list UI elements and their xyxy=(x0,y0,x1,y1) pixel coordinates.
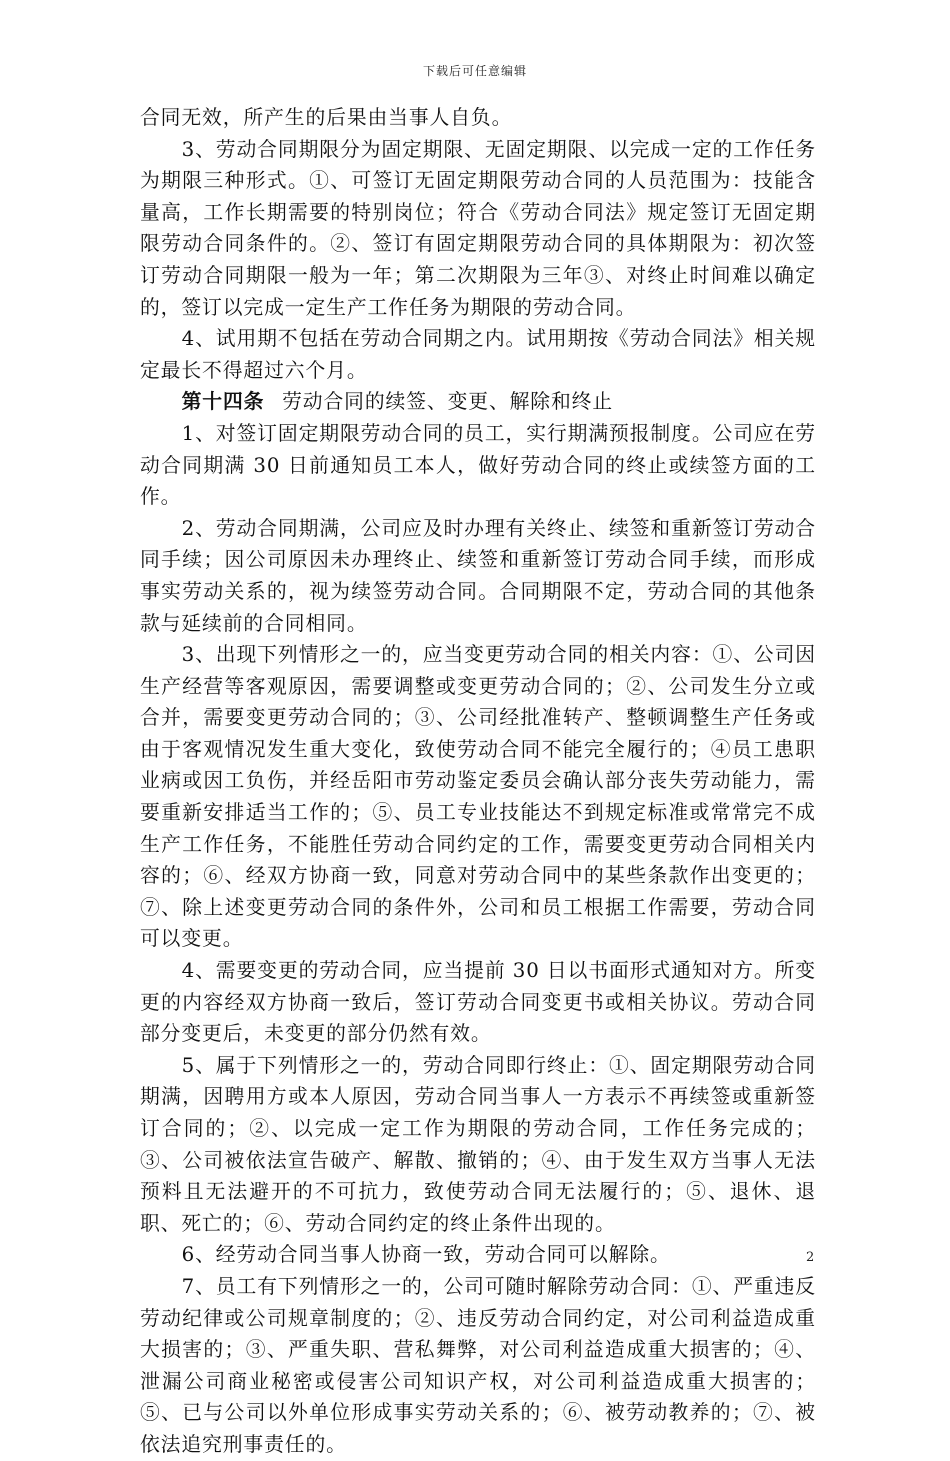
page-header: 下载后可任意编辑 xyxy=(422,64,527,78)
clause-6: 6、经劳动合同当事人协商一致，劳动合同可以解除。 xyxy=(181,1243,671,1267)
paragraph-continuation: 合同无效，所产生的后果由当事人自负。 xyxy=(140,106,513,129)
paragraph-contract-term: 3、劳动合同期限分为固定期限、无固定期限、以完成一定的工作任务为期限三种形式。①、可签订无固定期限劳动合同的人员范围为：技能含量高，工作长期需要的特别岗位；符合《劳动合同法》规定签订无固定期限劳动合同条件的。②、签订有固定期限劳动合同的具体期限为：初次签订劳动合同期限一般为一年；第二次期限为三年③、对终止时间难以确定的，签订以完成一定生产工作任务为期限的劳动合同。 xyxy=(140,137,816,319)
clause-5: 5、属于下列情形之一的，劳动合同即行终止：①、固定期限劳动合同期满，因聘用方或本人原因，劳动合同当事人一方表示不再续签或重新签订合同的；②、以完成一定工作为期限的劳动合同，工作任务完成的；③、公司被依法宣告破产、解散、撤销的；④、由于发生双方当事人无法预料且无法避开的不可抗力，致使劳动合同无法履行的；⑤、退休、退职、死亡的；⑥、劳动合同约定的终止条件出现的。 xyxy=(140,1053,816,1235)
clause-1: 1、对签订固定期限劳动合同的员工，实行期满预报制度。公司应在劳动合同期满 30 日前通知员工本人，做好劳动合同的终止或续签方面的工作。 xyxy=(140,421,816,509)
article-number: 第十四条 xyxy=(181,389,265,414)
paragraph-probation: 4、试用期不包括在劳动合同期之内。试用期按《劳动合同法》相关规定最长不得超过六个月。 xyxy=(140,327,816,382)
page-number: 2 xyxy=(806,1250,815,1265)
article-title: 劳动合同的续签、变更、解除和终止 xyxy=(282,390,614,414)
article-heading xyxy=(140,386,816,418)
clause-2: 2、劳动合同期满，公司应及时办理有关终止、续签和重新签订劳动合同手续；因公司原因未办理终止、续签和重新签订劳动合同手续，而形成事实劳动关系的，视为续签劳动合同。合同期限不定，劳动合同的其他条款与延续前的合同相同。 xyxy=(140,516,816,635)
clause-3: 3、出现下列情形之一的，应当变更劳动合同的相关内容：①、公司因生产经营等客观原因，需要调整或变更劳动合同的；②、公司发生分立或合并，需要变更劳动合同的；③、公司经批准转产、整顿调整生产任务或由于客观情况发生重大变化，致使劳动合同不能完全履行的；④员工患职业病或因工负伤，并经岳阳市劳动鉴定委员会确认部分丧失劳动能力，需要重新安排适当工作的；⑤、员工专业技能达不到规定标准或常常完不成生产工作任务，不能胜任劳动合同约定的工作，需要变更劳动合同相关内容的；⑥、经双方协商一致，同意对劳动合同中的某些条款作出变更的；⑦、除上述变更劳动合同的条件外，公司和员工根据工作需要，劳动合同可以变更。 xyxy=(140,643,816,951)
clause-4: 4、需要变更的劳动合同，应当提前 30 日以书面形式通知对方。所变更的内容经双方协商一致后，签订劳动合同变更书或相关协议。劳动合同部分变更后，未变更的部分仍然有效。 xyxy=(140,959,816,1046)
clause-7: 7、员工有下列情形之一的，公司可随时解除劳动合同：①、严重违反劳动纪律或公司规章制度的；②、违反劳动合同约定，对公司利益造成重大损害的；③、严重失职、营私舞弊，对公司利益造成重大损害的；④、泄漏公司商业秘密或侵害公司知识产权，对公司利益造成重大损害的；⑤、已与公司以外单位形成事实劳动关系的；⑥、被劳动教养的；⑦、被依法追究刑事责任的。 xyxy=(140,1274,816,1456)
document-body xyxy=(140,102,816,1461)
